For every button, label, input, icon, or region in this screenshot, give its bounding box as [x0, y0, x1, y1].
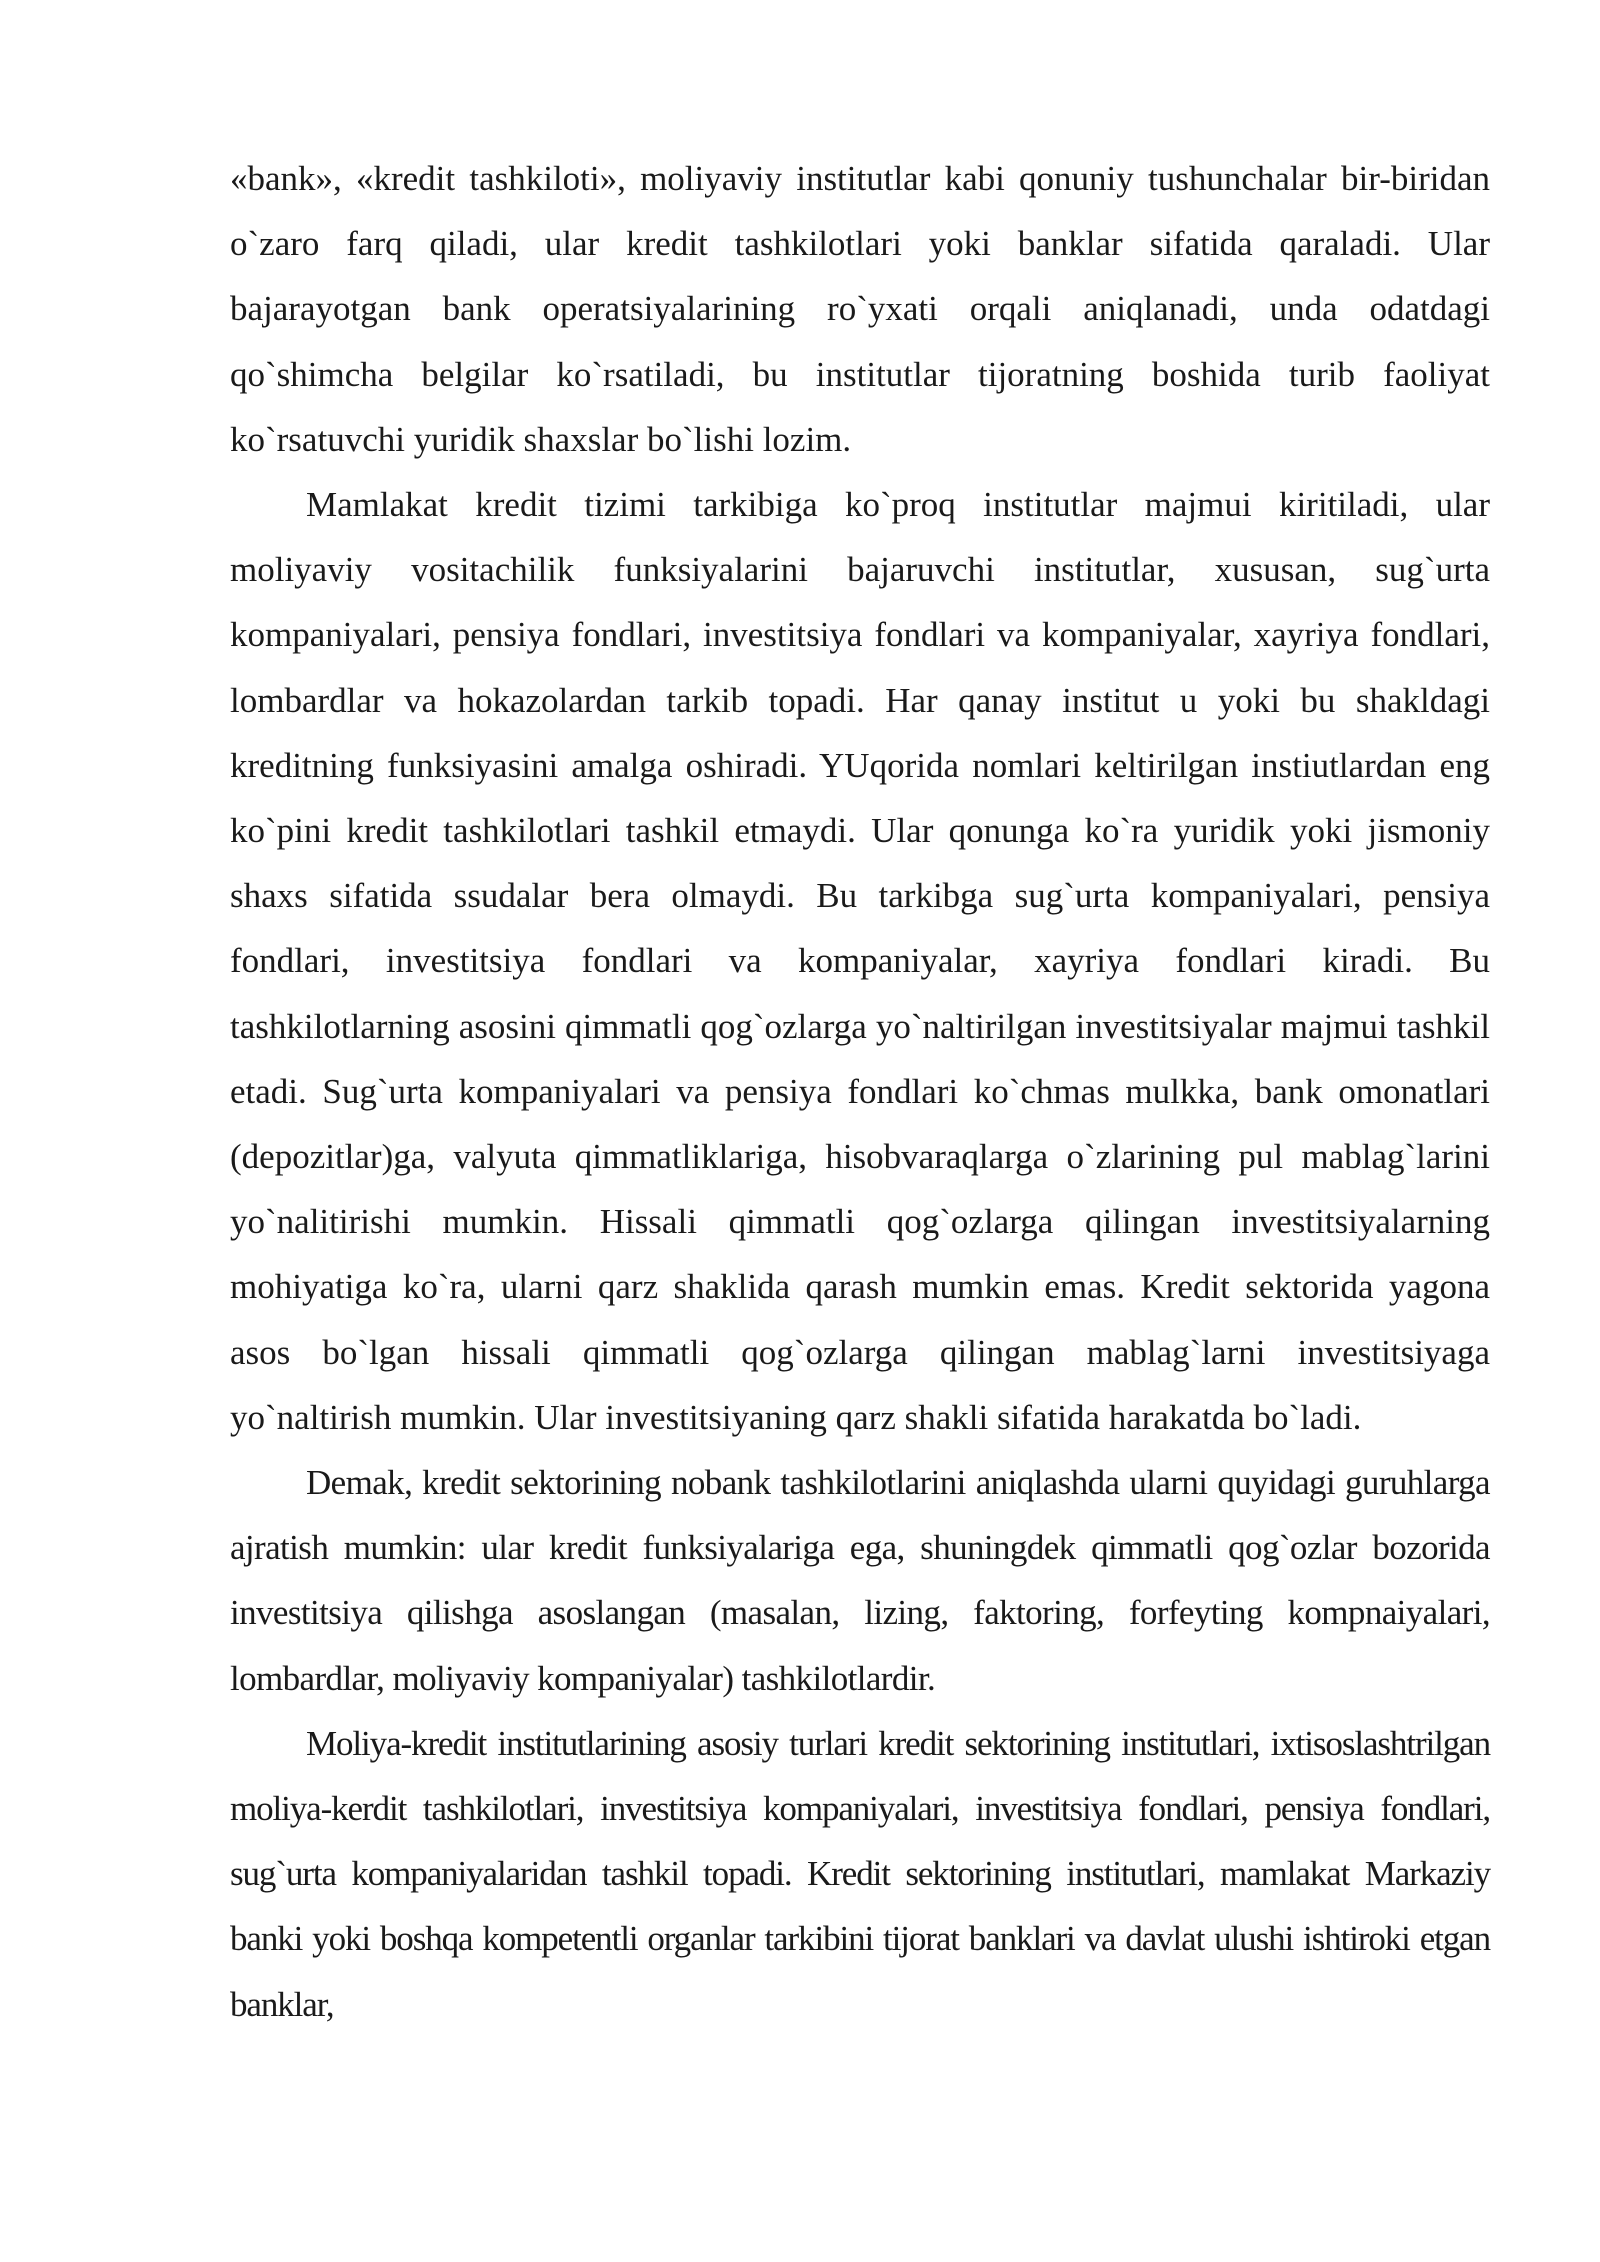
document-body — [230, 146, 1490, 2037]
paragraph-2: Mamlakat kredit tizimi tarkibiga ko`proq institutlar majmui kiritiladi, ular moliyaviy vositachilik funksiyalarini bajaruvchi institutlar, xususan, sug`urta kompaniyalari, pensiya fondlari, investitsiya fondlari va kompaniyalar, xayriya fondlari, lombardlar va hokazolardan tarkib topadi. Har qanay institut u yoki bu shakldagi kreditning funksiyasini amalga oshiradi. YUqorida nomlari keltirilgan instiutlardan eng ko`pini kredit tashkilotlari tashkil etmaydi. Ular qonunga ko`ra yuridik yoki jismoniy shaxs sifatida ssudalar bera olmaydi. Bu tarkibga sug`urta kompaniyalari, pensiya fondlari, investitsiya fondlari va kompaniyalar, xayriya fondlari kiradi. Bu tashkilotlarning asosini qimmatli qog`ozlarga yo`naltirilgan investitsiyalar majmui tashkil etadi. Sug`urta kompaniyalari va pensiya fondlari ko`chmas mulkka, bank omonatlari (depozitlar)ga, valyuta qimmatliklariga, hisobvaraqlarga o`zlarining pul mablag`larini yo`nalitirishi mumkin. Hissali qimmatli qog`ozlarga qilingan investitsiyalarning mohiyatiga ko`ra, ularni qarz shaklida qarash mumkin emas. Kredit sektorida yagona asos bo`lgan hissali qimmatli qog`ozlarga qilingan mablag`larni investitsiyaga yo`naltirish mumkin. Ular investitsiyaning qarz shakli sifatida harakatda bo`ladi. — [230, 485, 1490, 1437]
paragraph-1: «bank», «kredit tashkiloti», moliyaviy institutlar kabi qonuniy tushunchalar bir-biridan o`zaro farq qiladi, ular kredit tashkilotlari yoki banklar sifatida qaraladi. Ular bajarayotgan bank operatsiyalarining ro`yxati orqali aniqlanadi, unda odatdagi qo`shimcha belgilar ko`rsatiladi, bu institutlar tijoratning boshida turib faoliyat ko`rsatuvchi yuridik shaxslar bo`lishi lozim. — [230, 159, 1490, 459]
paragraph-3: Demak, kredit sektorining nobank tashkilotlarini aniqlashda ularni quyidagi guruhlarga ajratish mumkin: ular kredit funksiyalariga ega, shuningdek qimmatli qog`ozlar bozorida investitsiya qilishga asoslangan (masalan, lizing, faktoring, forfeyting kompnaiyalari, lombardlar, moliyaviy kompaniyalar) tashkilotlardir. — [230, 1463, 1490, 1698]
paragraph-4: Moliya-kredit institutlarining asosiy turlari kredit sektorining institutlari, ixtisoslashtrilgan moliya-kerdit tashkilotlari, investitsiya kompaniyalari, investitsiya fondlari, pensiya fondlari, sug`urta kompaniyalaridan tashkil topadi. Kredit sektorining institutlari, mamlakat Markaziy banki yoki boshqa kompetentli organlar tarkibini tijorat banklari va davlat ulushi ishtiroki etgan banklar, — [230, 1723, 1490, 2024]
